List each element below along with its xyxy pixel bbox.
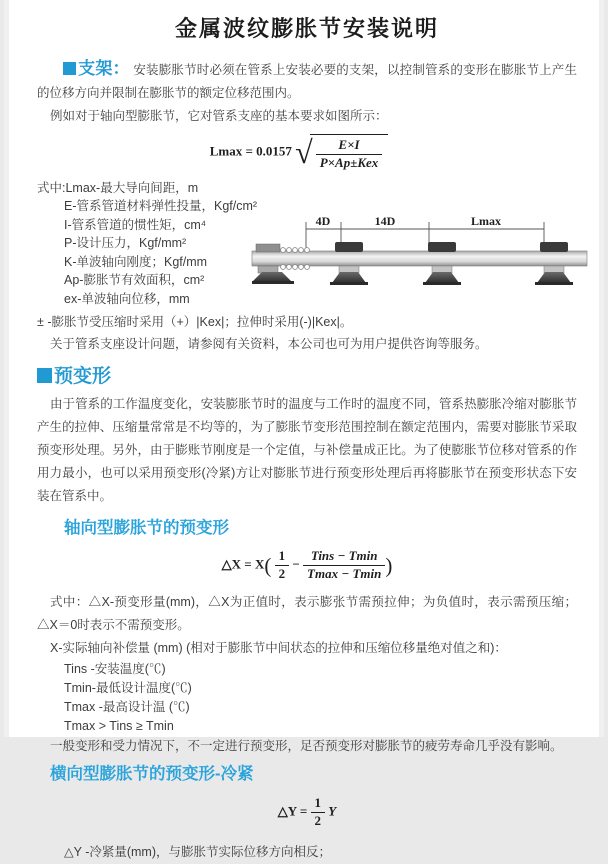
lateral-formula-lhs: △Y = — [277, 803, 308, 819]
axial-subheading: 轴向型膨胀节的预变形 — [64, 519, 229, 538]
dim-label-14d: 14D — [374, 213, 396, 228]
lateral-note: △Y -冷紧量(mm)，与膨胀节实际位移方向相反； — [64, 845, 332, 860]
lateral-subheading: 横向型膨胀节的预变形-冷紧 — [50, 765, 254, 784]
predeform-body-paragraph: 由于管系的工作温度变化，安装膨胀节时的温度与工作时的温度不同，管系热膨胀冷缩对膨胀节产生的拉伸、压缩量常常是不均等的，为了膨胀节变形范围控制在额定范围内，需要对膨胀节采取预变形处理。另外，由于膨账节刚度是一个定值，与补偿量成正比。为了使膨胀节位移对管系的作用力最小，也可以采用预变形(冷紧)方让对膨胀节进行预变形处理后再将膨胀节在预变形状态下安装在管系中。 — [37, 397, 577, 504]
lmax-numerator: E×I — [316, 138, 383, 155]
axial-formula-lhs: △X = X — [221, 556, 265, 572]
consult-note: 关于管系支座设计问题，请参阅有关资料，本公司也可为用户提供咨询等服务。 — [50, 337, 488, 352]
lateral-formula-rhs: Y — [328, 803, 337, 819]
definition-item: K-单波轴向刚度；Kgf/mm — [64, 254, 208, 269]
temp-definition: Tins -安装温度(℃) — [64, 662, 166, 677]
pipe — [252, 251, 587, 266]
half-numerator: 1 — [275, 549, 290, 566]
temperature-definitions — [37, 660, 577, 736]
lmax-denominator: P×Ap±Kex — [319, 154, 379, 170]
definition-item: E-管系管道材料弹性投量，Kgf/cm² — [64, 199, 258, 214]
close-paren: ) — [385, 553, 393, 578]
definition-item: I-管系管道的惯性矩，cm⁴ — [64, 217, 207, 232]
definition-item: Ap-膨胀节有效面积，cm² — [64, 273, 205, 288]
document-page — [4, 0, 604, 860]
dim-label-lmax: Lmax — [471, 213, 501, 228]
support-section-heading — [63, 59, 130, 78]
half-denominator: 2 — [314, 813, 322, 829]
half-numerator: 1 — [311, 796, 326, 813]
axial-explain-paragraph: 式中：△X-预变形量(mm)，△X为正值时，表示膨张节需预拉伸；为负值时，表示需预压缩；△X＝0时表示不需预变形。 — [37, 595, 577, 633]
support-intro-text: 安装膨胀节时必须在管系上安装必要的支架，以控制管系的变形在膨胀节上产生的位移方向并限制在膨胀节的额定位移范围内。 — [37, 63, 577, 100]
page-title: 金属波纹膨胀节安装说明 — [174, 16, 439, 41]
lmax-formula — [29, 134, 569, 171]
predeform-section-heading — [37, 365, 577, 389]
axial-formula — [37, 549, 577, 582]
section-bullet-icon — [37, 368, 52, 383]
axial-x-note: X-实际轴向补偿量 (mm) (相对于膨胀节中间状态的拉伸和压缩位移量绝对值之和)： — [50, 641, 507, 656]
support-example-line: 例如对于轴向型膨胀节，它对管系支座的基本要求如图所示： — [50, 109, 388, 123]
axial-general-note: 一般变形和受力情况下，不一定进行预变形，足否预变形对膨胀节的疲劳寿命几乎没有影响。 — [50, 739, 563, 754]
temp-ratio-fraction — [303, 549, 385, 582]
temp-definition: Tmax > Tins ≥ Tmin — [64, 719, 174, 734]
temp-definition: Tmin-最低设计温度(℃) — [64, 681, 192, 696]
radical-sign-icon: √ — [295, 134, 313, 171]
open-paren: ( — [264, 553, 272, 578]
temp-numerator: Tins − Tmin — [303, 549, 385, 566]
definition-item: ex-单波轴向位移，mm — [64, 291, 190, 306]
definition-item: 式中:Lmax-最大导向间距，m — [37, 180, 199, 195]
support-heading-label: 支架： — [78, 59, 130, 78]
predeform-heading-label: 预变形 — [54, 366, 112, 388]
half-denominator: 2 — [278, 566, 286, 582]
temp-definition: Tmax -最高设计温 (℃) — [64, 700, 190, 715]
temp-denominator: Tmax − Tmin — [307, 566, 382, 582]
lmax-formula-lhs: Lmax = 0.0157 — [209, 143, 292, 159]
dim-label-4d: 4D — [315, 213, 331, 228]
definitions-and-diagram — [37, 179, 577, 309]
one-half-fraction — [311, 796, 326, 829]
plus-minus-note: ± -膨胀节受压缩时采用（+）|Kex|；拉伸时采用(-)|Kex|。 — [37, 315, 353, 330]
lateral-formula — [37, 796, 577, 829]
pipe-support-diagram — [252, 211, 608, 307]
minus-sign: − — [292, 556, 300, 572]
section-bullet-icon — [63, 62, 76, 75]
one-half-fraction — [275, 549, 290, 582]
sqrt-radical — [295, 134, 388, 171]
definition-item: P-设计压力，Kgf/mm² — [64, 236, 187, 251]
support-intro-paragraph — [37, 57, 577, 105]
